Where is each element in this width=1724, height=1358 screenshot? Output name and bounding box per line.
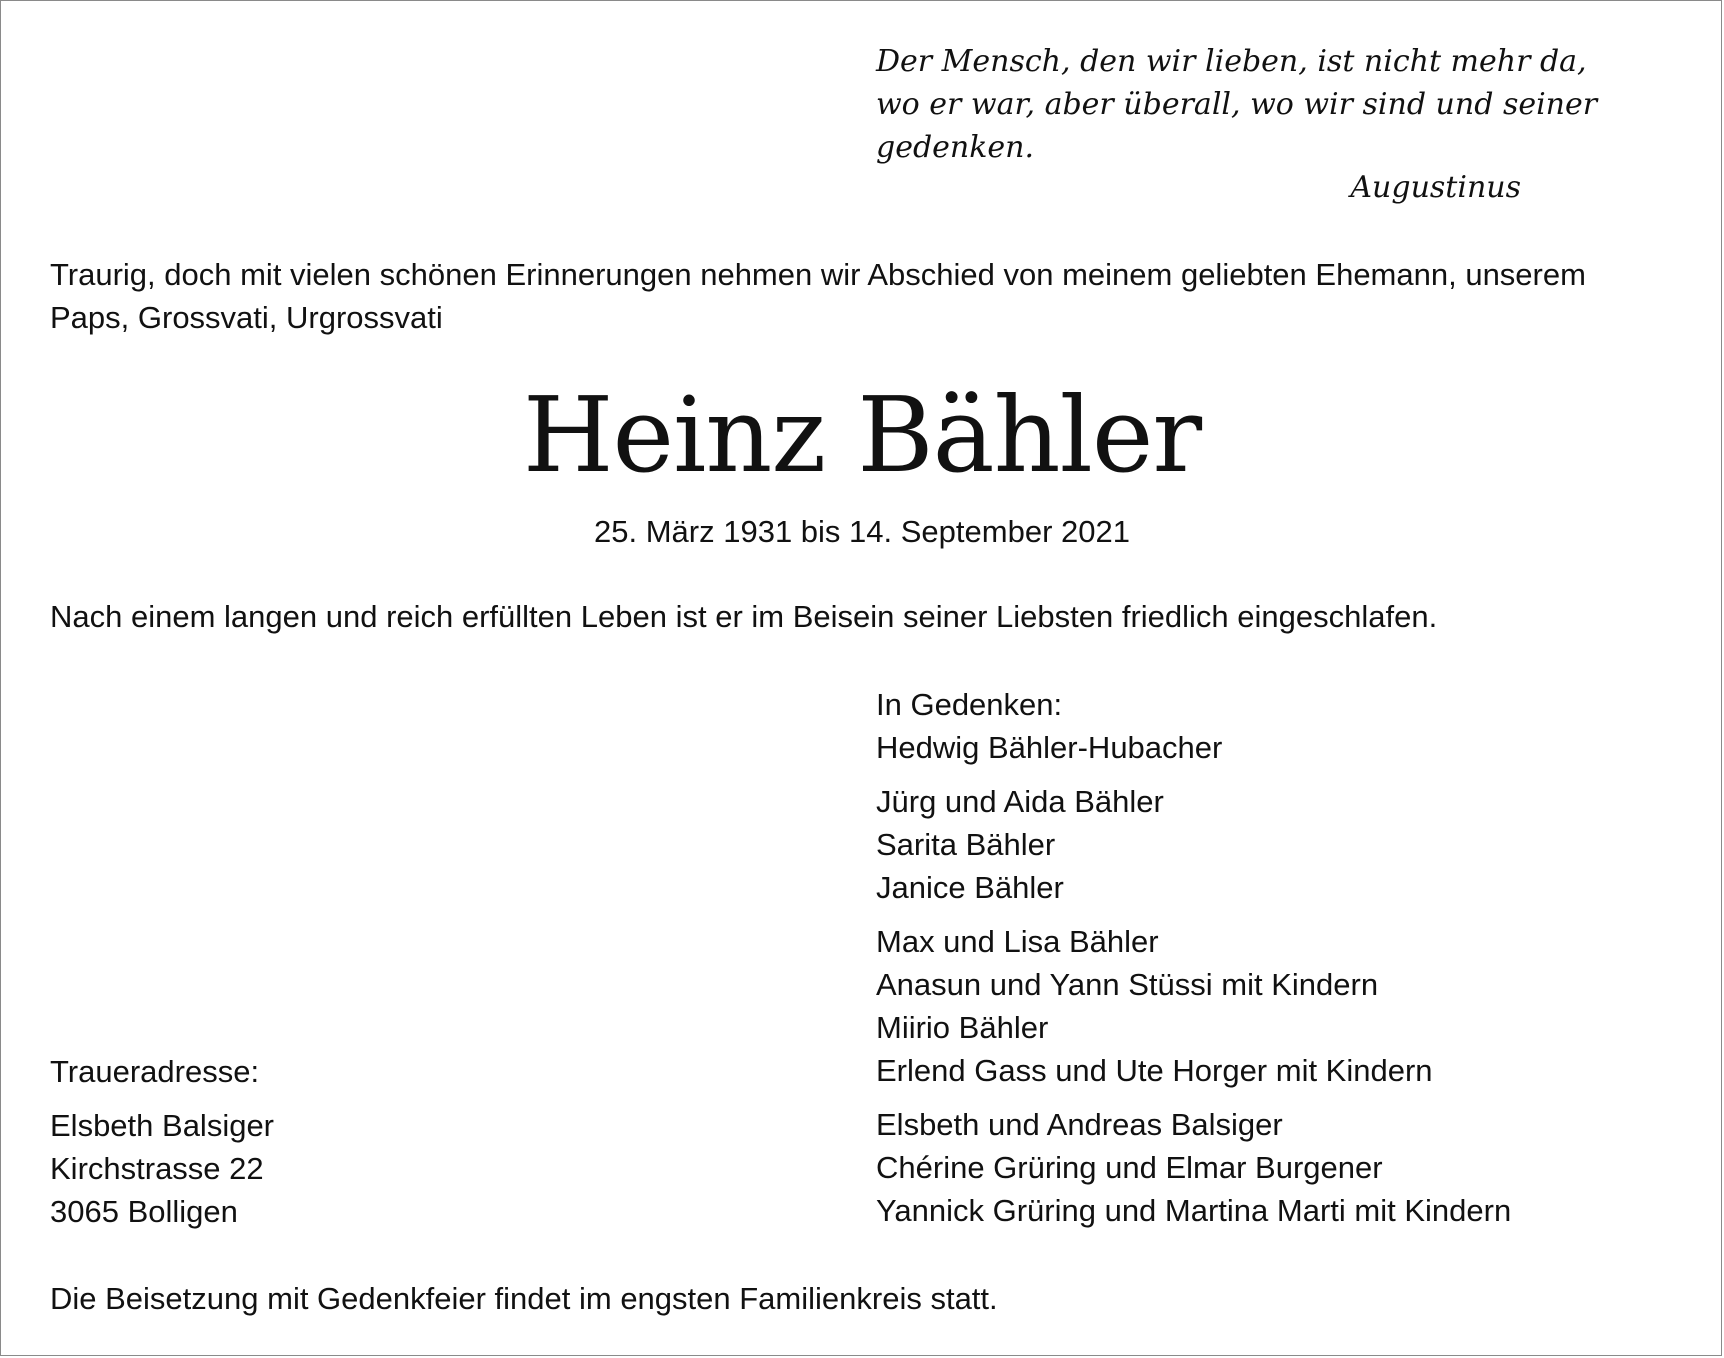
intro-line: Paps, Grossvati, Urgrossvati [50, 300, 443, 335]
life-dates: 25. März 1931 bis 14. September 2021 [594, 514, 1130, 549]
quote-line: gedenken. [876, 130, 1035, 165]
mourner-name: Elsbeth und Andreas Balsiger [876, 1107, 1283, 1142]
mourner-name: Chérine Grüring und Elmar Burgener [876, 1150, 1383, 1185]
address-line: Elsbeth Balsiger [50, 1108, 275, 1143]
quote-line: wo er war, aber überall, wo wir sind und seiner [876, 87, 1598, 122]
mourning-address [50, 1104, 274, 1233]
mourning-address-label: Traueradresse: [50, 1054, 260, 1089]
quote-author: Augustinus [1350, 170, 1521, 205]
passing-statement: Nach einem langen und reich erfüllten Leben ist er im Beisein seiner Liebsten friedlich eingeschlafen. [50, 599, 1438, 634]
intro-line: Traurig, doch mit vielen schönen Erinnerungen nehmen wir Abschied von meinem geliebten Ehemann, unserem [50, 257, 1586, 292]
mourners-list [876, 683, 1696, 1243]
mourner-group [876, 683, 1696, 769]
mourner-name: Miirio Bähler [876, 1010, 1049, 1045]
mourner-group [876, 780, 1696, 909]
mourner-name: Janice Bähler [876, 870, 1064, 905]
mourner-group [876, 920, 1696, 1092]
epigraph-quote [876, 40, 1598, 169]
mourner-name: Hedwig Bähler-Hubacher [876, 730, 1223, 765]
mourner-name: Anasun und Yann Stüssi mit Kindern [876, 967, 1379, 1002]
mourner-name: Jürg und Aida Bähler [876, 784, 1164, 819]
mourner-name: Max und Lisa Bähler [876, 924, 1159, 959]
intro-text [50, 253, 1690, 339]
quote-line: Der Mensch, den wir lieben, ist nicht mehr da, [876, 44, 1587, 79]
mourner-name: Sarita Bähler [876, 827, 1056, 862]
deceased-name: Heinz Bähler [522, 374, 1202, 496]
address-line: Kirchstrasse 22 [50, 1151, 264, 1186]
mourner-name: Erlend Gass und Ute Horger mit Kindern [876, 1053, 1433, 1088]
address-line: 3065 Bolligen [50, 1194, 238, 1229]
funeral-notice: Die Beisetzung mit Gedenkfeier findet im engsten Familienkreis statt. [50, 1281, 998, 1316]
mourner-group [876, 1103, 1696, 1232]
mourner-heading: In Gedenken: [876, 687, 1063, 722]
mourner-name: Yannick Grüring und Martina Marti mit Kindern [876, 1193, 1512, 1228]
